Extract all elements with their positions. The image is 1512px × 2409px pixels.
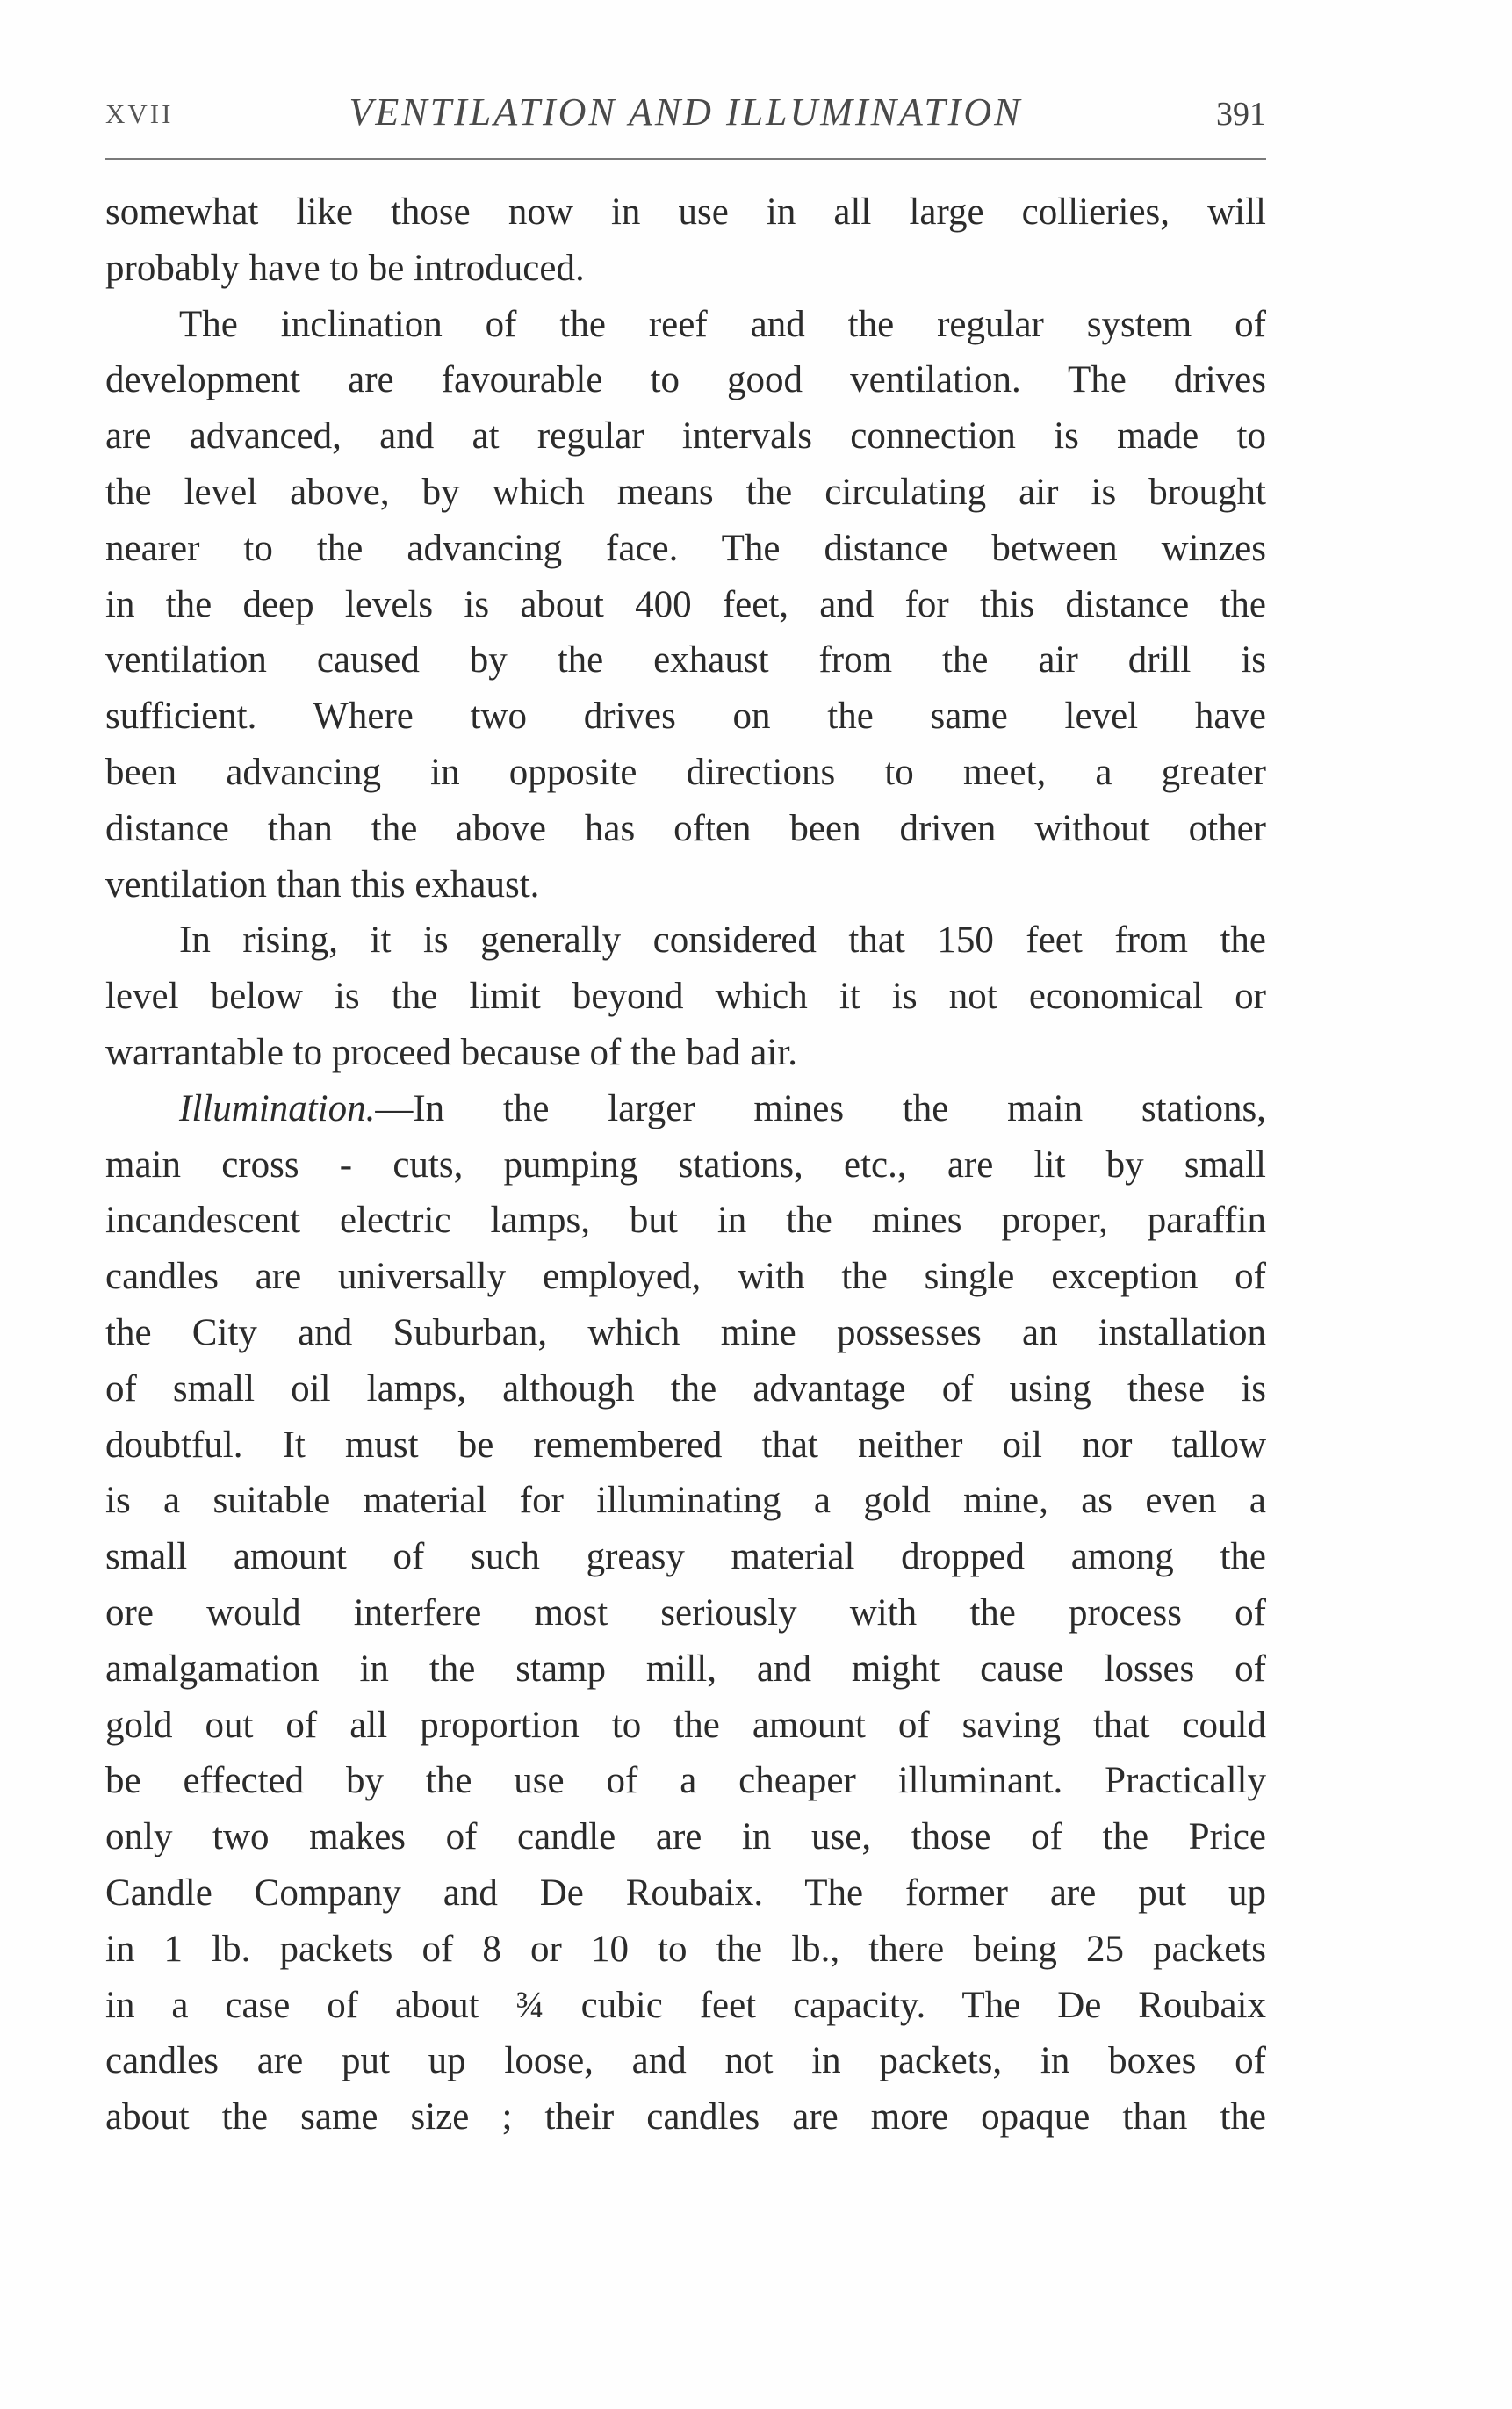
text-line: candles are put up loose, and not in packets, in boxes of <box>105 2040 1266 2082</box>
text-line: Candle Company and De Roubaix. The former are put up <box>105 1872 1266 1914</box>
page-number: 391 <box>1216 96 1266 133</box>
text-line: been advancing in opposite directions to meet, a greater <box>105 751 1266 793</box>
text-line: in 1 lb. packets of 8 or 10 to the lb., there being 25 packets <box>105 1928 1266 1970</box>
text-line: ventilation than this exhaust. <box>105 863 540 905</box>
text-line: is a suitable material for illuminating a gold mine, as even a <box>105 1480 1266 1522</box>
text-line-remainder: —In the larger mines the main stations, <box>375 1087 1266 1129</box>
text-line: warrantable to proceed because of the bad air. <box>105 1031 797 1073</box>
text-line: in a case of about ¾ cubic feet capacity. The De Roubaix <box>105 1984 1266 2026</box>
text-line: In rising, it is generally considered that 150 feet from the <box>179 920 1266 962</box>
text-line: level below is the limit beyond which it is not economical or <box>105 976 1266 1018</box>
text-line: incandescent electric lamps, but in the mines proper, paraffin <box>105 1200 1266 1242</box>
section-heading-illumination: Illumination. <box>179 1087 376 1129</box>
text-line: of small oil lamps, although the advantage of using these is <box>105 1367 1266 1410</box>
text-line: The inclination of the reef and the regular system of <box>179 303 1266 345</box>
text-line <box>105 1081 1266 1137</box>
text-line: small amount of such greasy material dropped among the <box>105 1536 1266 1578</box>
text-line: nearer to the advancing face. The distance between winzes <box>105 527 1266 569</box>
text-line: development are favourable to good ventilation. The drives <box>105 359 1266 401</box>
running-head <box>105 90 1266 142</box>
text-line: doubtful. It must be remembered that neither oil nor tallow <box>105 1424 1266 1466</box>
text-line: are advanced, and at regular intervals connection is made to <box>105 415 1266 458</box>
text-line: amalgamation in the stamp mill, and might cause losses of <box>105 1648 1266 1690</box>
header-rule <box>105 158 1266 160</box>
text-line: be effected by the use of a cheaper illuminant. Practically <box>105 1760 1266 1802</box>
text-line: only two makes of candle are in use, those of the Price <box>105 1816 1266 1858</box>
text-line: somewhat like those now in use in all large collieries, will <box>105 191 1266 233</box>
running-title: VENTILATION AND ILLUMINATION <box>349 90 1023 133</box>
chapter-number: XVII <box>105 98 174 129</box>
text-line: main cross - cuts, pumping stations, etc., are lit by small <box>105 1143 1266 1186</box>
text-line: probably have to be introduced. <box>105 247 585 289</box>
text-line: in the deep levels is about 400 feet, and for this distance the <box>105 583 1266 625</box>
text-line: candles are universally employed, with the single exception of <box>105 1256 1266 1298</box>
text-line: ore would interfere most seriously with the process of <box>105 1591 1266 1634</box>
text-line: sufficient. Where two drives on the same level have <box>105 696 1266 738</box>
body-text <box>105 184 1266 2146</box>
text-line: ventilation caused by the exhaust from the air drill is <box>105 639 1266 682</box>
text-line: the level above, by which means the circulating air is brought <box>105 471 1266 513</box>
text-line: the City and Suburban, which mine possesses an installation <box>105 1311 1266 1353</box>
text-line: distance than the above has often been driven without other <box>105 807 1266 849</box>
text-line: about the same size ; their candles are more opaque than the <box>105 2096 1266 2139</box>
text-line: gold out of all proportion to the amount of saving that could <box>105 1704 1266 1746</box>
